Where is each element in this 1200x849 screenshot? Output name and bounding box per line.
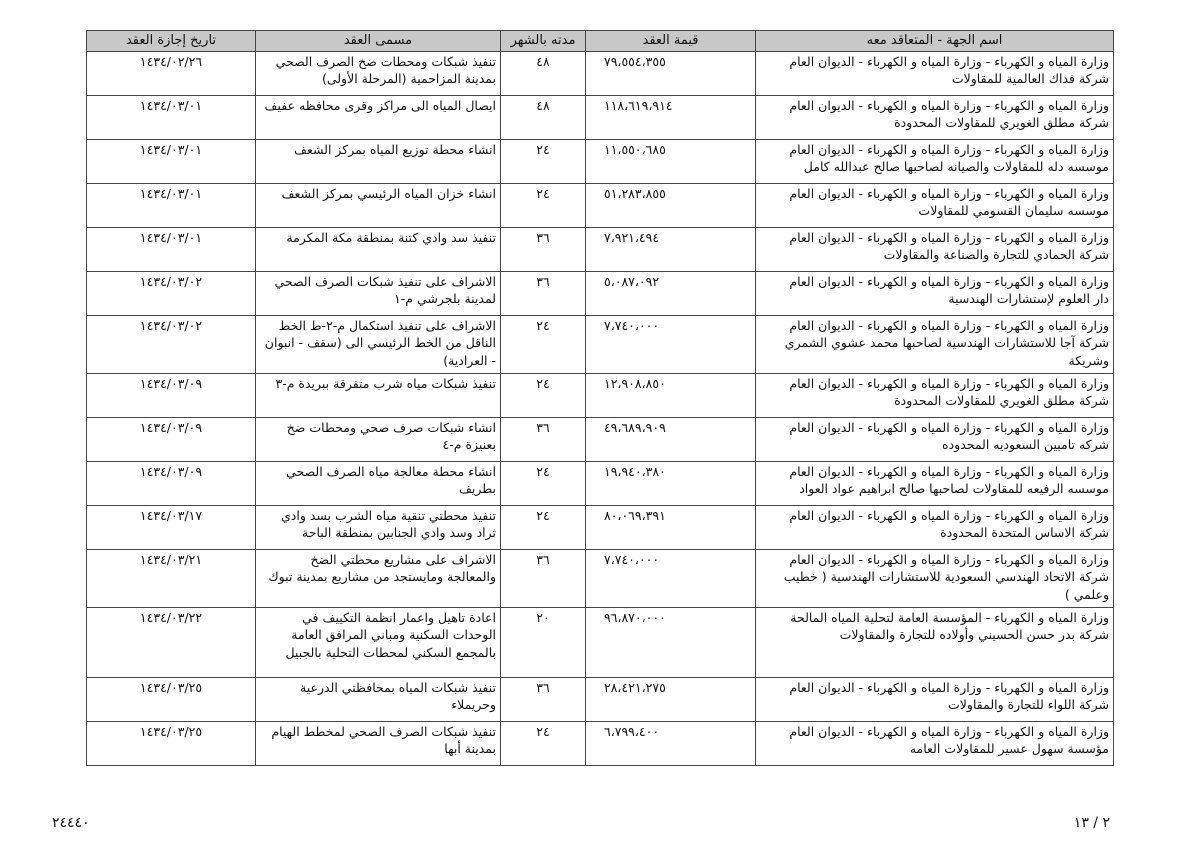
- table-row: [87, 374, 1114, 418]
- table-row: [87, 608, 1114, 678]
- cell-date: ١٤٣٤/٠٣/٠٢: [87, 316, 256, 374]
- cell-contract-name: انشاء محطة معالجة مياه الصرف الصحي بطريف: [256, 462, 501, 506]
- table-row: [87, 722, 1114, 766]
- header-name: مسمى العقد: [256, 31, 501, 52]
- cell-value: ٩٦،٨٧٠،٠٠٠: [586, 608, 756, 678]
- entity-line-1: وزارة المياه و الكهرباء - وزارة المياه و الكهرباء - الديوان العام: [789, 724, 1109, 739]
- cell-duration: ٢٤: [501, 140, 586, 184]
- document-code: ٢٤٤٤٠: [52, 815, 90, 831]
- cell-date: ١٤٣٤/٠٣/٠٩: [87, 418, 256, 462]
- entity-line-2: مؤسسة سهول عسير للمقاولات العامه: [909, 741, 1109, 757]
- cell-date: ١٤٣٤/٠٣/٠٩: [87, 462, 256, 506]
- cell-contract-name: انشاء محطة توزيع المياه بمركز الشعف: [256, 140, 501, 184]
- cell-date: ١٤٣٤/٠٣/٢٢: [87, 608, 256, 678]
- cell-value: ٧٩،٥٥٤،٣٥٥: [586, 52, 756, 96]
- cell-entity: [756, 96, 1114, 140]
- cell-contract-name: الاشراف على تنفيذ شبكات الصرف الصحي لمدينة بلجرشي م-١: [256, 272, 501, 316]
- cell-date: ١٤٣٤/٠٣/٢٥: [87, 678, 256, 722]
- cell-entity: [756, 184, 1114, 228]
- cell-value: ٧،٩٢١،٤٩٤: [586, 228, 756, 272]
- entity-line-2: شركة مطلق الغويري للمقاولات المحدودة: [894, 115, 1109, 131]
- cell-duration: ٤٨: [501, 52, 586, 96]
- entity-line-1: وزارة المياه و الكهرباء - المؤسسة العامة لتحلية المياه المالحة: [790, 610, 1109, 625]
- table-body: [87, 52, 1114, 766]
- table-row: [87, 96, 1114, 140]
- cell-entity: [756, 506, 1114, 550]
- cell-date: ١٤٣٤/٠٣/٠٢: [87, 272, 256, 316]
- entity-line-2: شركة الاساس المتحدة المحدودة: [940, 525, 1109, 541]
- cell-entity: [756, 228, 1114, 272]
- cell-duration: ٣٦: [501, 272, 586, 316]
- entity-line-2: موسسه سليمان القسومي للمقاولات: [918, 203, 1109, 219]
- cell-contract-name: تنفيذ سد وادي كتنة بمنطقة مكة المكرمة: [256, 228, 501, 272]
- header-duration: مدته بالشهر: [501, 31, 586, 52]
- entity-line-2: موسسه دله للمقاولات والصيانه لصاحبها صالح عبدالله كامل: [803, 159, 1109, 175]
- cell-entity: [756, 418, 1114, 462]
- table-row: [87, 272, 1114, 316]
- entity-line-1: وزارة المياه و الكهرباء - وزارة المياه و الكهرباء - الديوان العام: [789, 420, 1109, 435]
- entity-line-2: شركة الحمادي للتجارة والصناعة والمقاولات: [883, 247, 1109, 263]
- cell-duration: ٣٦: [501, 418, 586, 462]
- cell-contract-name: انشاء خزان المياه الرئيسي بمركز الشعف: [256, 184, 501, 228]
- cell-entity: [756, 550, 1114, 608]
- entity-line-1: وزارة المياه و الكهرباء - وزارة المياه و الكهرباء - الديوان العام: [789, 552, 1109, 567]
- cell-value: ٨٠،٠٦٩،٣٩١: [586, 506, 756, 550]
- entity-line-2: موسسه الرفيعه للمقاولات لصاحبها صالح ابراهيم عواد العواد: [799, 481, 1109, 497]
- table-row: [87, 184, 1114, 228]
- entity-line-1: وزارة المياه و الكهرباء - وزارة المياه و الكهرباء - الديوان العام: [789, 376, 1109, 391]
- entity-line-1: وزارة المياه و الكهرباء - وزارة المياه و الكهرباء - الديوان العام: [789, 230, 1109, 245]
- entity-line-2: شركة فداك العالمية للمقاولات: [951, 71, 1109, 87]
- cell-contract-name: تنفيذ محطتي تنقية مياه الشرب بسد وادي ثراد وسد وادي الجنابين بمنطقة الباحة: [256, 506, 501, 550]
- cell-duration: ٢٤: [501, 462, 586, 506]
- cell-duration: ٢٤: [501, 506, 586, 550]
- cell-duration: ٣٦: [501, 550, 586, 608]
- entity-line-1: وزارة المياه و الكهرباء - وزارة المياه و الكهرباء - الديوان العام: [789, 98, 1109, 113]
- cell-duration: ٢٤: [501, 316, 586, 374]
- cell-date: ١٤٣٤/٠٣/١٧: [87, 506, 256, 550]
- entity-line-2: دار العلوم لإستشارات الهندسية: [948, 291, 1109, 307]
- table-row: [87, 678, 1114, 722]
- cell-date: ١٤٣٤/٠٣/٠٩: [87, 374, 256, 418]
- table-row: [87, 52, 1114, 96]
- table-row: [87, 316, 1114, 374]
- cell-duration: ٢٠: [501, 608, 586, 678]
- cell-date: ١٤٣٤/٠٣/٠١: [87, 228, 256, 272]
- cell-value: ٥،٠٨٧،٠٩٢: [586, 272, 756, 316]
- table-row: [87, 140, 1114, 184]
- cell-date: ١٤٣٤/٠٣/٠١: [87, 184, 256, 228]
- table-row: [87, 550, 1114, 608]
- table-row: [87, 462, 1114, 506]
- cell-date: ١٤٣٤/٠٣/٠١: [87, 140, 256, 184]
- entity-line-1: وزارة المياه و الكهرباء - وزارة المياه و الكهرباء - الديوان العام: [789, 186, 1109, 201]
- header-value: قيمة العقد: [586, 31, 756, 52]
- cell-entity: [756, 678, 1114, 722]
- cell-entity: [756, 52, 1114, 96]
- cell-duration: ٢٤: [501, 374, 586, 418]
- cell-date: ١٤٣٤/٠٢/٢٦: [87, 52, 256, 96]
- cell-duration: ٣٦: [501, 228, 586, 272]
- entity-line-1: وزارة المياه و الكهرباء - وزارة المياه و الكهرباء - الديوان العام: [789, 680, 1109, 695]
- cell-value: ١٩،٩٤٠،٣٨٠: [586, 462, 756, 506]
- cell-entity: [756, 316, 1114, 374]
- cell-contract-name: تنفيذ شبكات مياه شرب متفرقة ببريدة م-٣: [256, 374, 501, 418]
- cell-duration: ٣٦: [501, 678, 586, 722]
- cell-contract-name: تنفيذ شبكات الصرف الصحي لمخطط الهيام بمدينة أبها: [256, 722, 501, 766]
- cell-contract-name: الاشراف على مشاريع محطتي الضخ والمعالجة ومايستجد من مشاريع بمدينة تبوك: [256, 550, 501, 608]
- cell-value: ١١،٥٥٠،٦٨٥: [586, 140, 756, 184]
- header-entity: اسم الجهة - المتعاقد معه: [756, 31, 1114, 52]
- header-date: تاريخ إجازة العقد: [87, 31, 256, 52]
- cell-contract-name: تنفيذ شبكات المياه بمحافظتي الدرعية وحريملاء: [256, 678, 501, 722]
- cell-value: ٧،٧٤٠،٠٠٠: [586, 316, 756, 374]
- entity-line-1: وزارة المياه و الكهرباء - وزارة المياه و الكهرباء - الديوان العام: [789, 508, 1109, 523]
- entity-line-1: وزارة المياه و الكهرباء - وزارة المياه و الكهرباء - الديوان العام: [789, 318, 1109, 333]
- table-row: [87, 506, 1114, 550]
- contracts-table: [86, 30, 1114, 766]
- cell-value: ١١٨،٦١٩،٩١٤: [586, 96, 756, 140]
- entity-line-2: شركه تامبين السعوديه المحدوده: [942, 437, 1109, 453]
- cell-entity: [756, 608, 1114, 678]
- cell-date: ١٤٣٤/٠٣/٢٥: [87, 722, 256, 766]
- entity-line-1: وزارة المياه و الكهرباء - وزارة المياه و الكهرباء - الديوان العام: [789, 274, 1109, 289]
- table-header-row: [87, 31, 1114, 52]
- table-row: [87, 228, 1114, 272]
- cell-duration: ٢٤: [501, 184, 586, 228]
- cell-entity: [756, 374, 1114, 418]
- entity-line-2: شركة الاتحاد الهندسي السعودية للاستشارات الهندسية ( خطيب وعلمي ): [783, 569, 1109, 602]
- cell-contract-name: تنفيذ شبكات ومحطات ضخ الصرف الصحي بمدينة المزاحمية (المرحلة الأولى): [256, 52, 501, 96]
- entity-line-1: وزارة المياه و الكهرباء - وزارة المياه و الكهرباء - الديوان العام: [789, 464, 1109, 479]
- cell-contract-name: انشاء شبكات صرف صحي ومحطات ضخ بعنيزة م-٤: [256, 418, 501, 462]
- cell-contract-name: اعادة تاهيل واعمار انظمة التكييف في الوحدات السكنية ومباني المرافق العامة بالمجمع السكني لمحطات التحلية بالجبيل: [256, 608, 501, 678]
- cell-duration: ٤٨: [501, 96, 586, 140]
- entity-line-2: شركة بدر حسن الحسيني وأولاده للتجارة والمقاولات: [839, 627, 1109, 643]
- cell-value: ٤٩،٦٨٩،٩٠٩: [586, 418, 756, 462]
- entity-line-1: وزارة المياه و الكهرباء - وزارة المياه و الكهرباء - الديوان العام: [789, 142, 1109, 157]
- cell-value: ١٢،٩٠٨،٨٥٠: [586, 374, 756, 418]
- cell-date: ١٤٣٤/٠٣/٢١: [87, 550, 256, 608]
- entity-line-2: شركة مطلق الغويري للمقاولات المحدودة: [894, 393, 1109, 409]
- page-number: ٢ / ١٣: [1073, 815, 1110, 831]
- cell-entity: [756, 462, 1114, 506]
- cell-entity: [756, 722, 1114, 766]
- entity-line-2: شركة آجا للاستشارات الهندسية لصاحبها محمد عشوي الشمري وشريكة: [784, 335, 1109, 368]
- cell-value: ٢٨،٤٢١،٢٧٥: [586, 678, 756, 722]
- cell-contract-name: ايصال المياه الى مراكز وقرى محافظه عفيف: [256, 96, 501, 140]
- cell-entity: [756, 272, 1114, 316]
- cell-entity: [756, 140, 1114, 184]
- cell-value: ٧،٧٤٠،٠٠٠: [586, 550, 756, 608]
- table-row: [87, 418, 1114, 462]
- cell-value: ٦،٧٩٩،٤٠٠: [586, 722, 756, 766]
- cell-value: ٥١،٢٨٣،٨٥٥: [586, 184, 756, 228]
- entity-line-2: شركة اللواء للتجارة والمقاولات: [948, 697, 1109, 713]
- cell-date: ١٤٣٤/٠٣/٠١: [87, 96, 256, 140]
- entity-line-1: وزارة المياه و الكهرباء - وزارة المياه و الكهرباء - الديوان العام: [789, 54, 1109, 69]
- cell-contract-name: الاشراف على تنفيذ استكمال م-٢-ط الخط الناقل من الخط الرئيسي الى (سقف - انبوان - العرادية): [256, 316, 501, 374]
- cell-duration: ٢٤: [501, 722, 586, 766]
